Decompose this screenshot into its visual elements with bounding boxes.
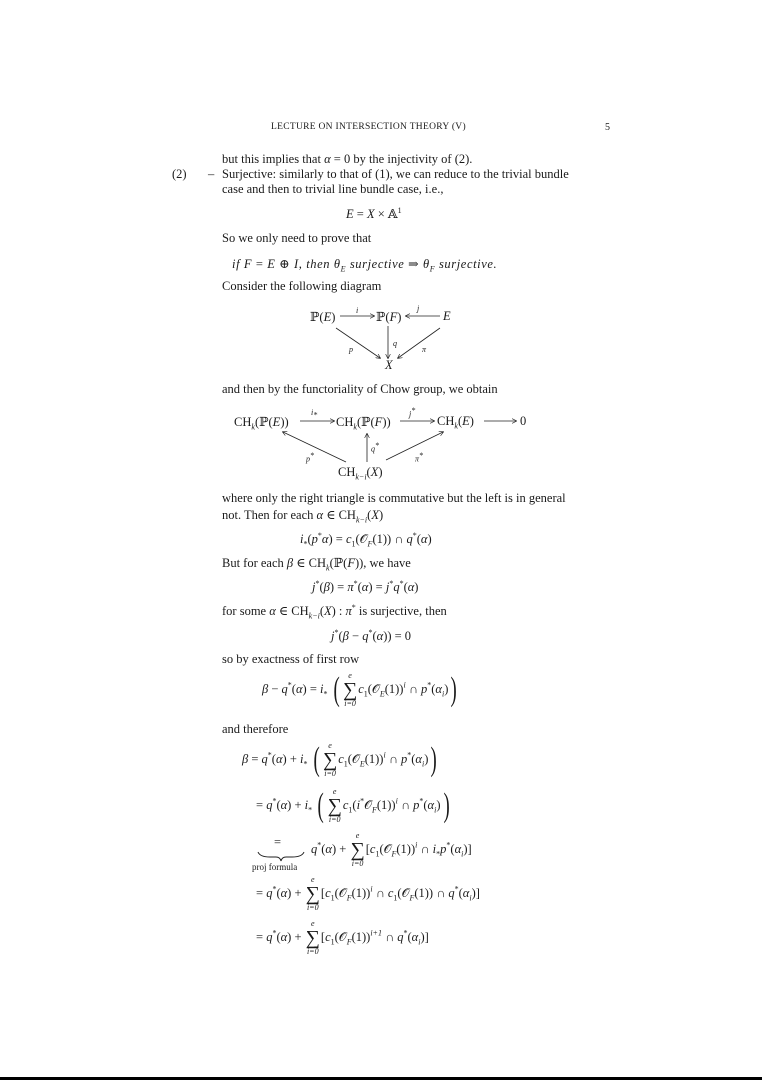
paragraph-line: So we only need to prove that (222, 231, 372, 245)
paragraph-line: Surjective: similarly to that of (1), we can reduce to the trivial bundle (222, 167, 569, 181)
paragraph-line: not. Then for each α ∈ $CH_{k-i}(X)$ (222, 508, 384, 525)
equation-1: $i_*(p^*\alpha)$ = $c_1(𝒪_F(1))$ ∩ q*(α) (300, 531, 432, 549)
item-dash: – (208, 167, 215, 181)
equation-5-line-1: $\beta = q^*(\alpha) + i_*$ ( e ∑ i=0 $c_1(𝒪_E(1))^i$ ∩ $p^*(\alpha_i)$) (242, 741, 438, 778)
underbrace-equals: = (274, 835, 282, 849)
paragraph-line: so by exactness of first row (222, 652, 360, 666)
equation-2: j*(β) = π*(α) = j*q*(α) (312, 579, 419, 595)
equation-E: E = X × 𝔸$^1$ (346, 206, 402, 222)
page-number: 5 (605, 122, 610, 133)
paragraph-line: but this implies that α = 0 by the injectivity of (2). (222, 152, 473, 166)
item-label: (2) (172, 167, 187, 181)
paragraph-line: Consider the following diagram (222, 279, 382, 293)
equation-5-line-5: = q*(α) + e ∑ i=0 [$c_1(𝒪_F(1))^{i+1}$ ∩ $q^*(\alpha_i)$] (256, 919, 429, 956)
equation-5-line-4: = q*(α) + e ∑ i=0 [$c_1(𝒪_F(1))^i$ ∩ $c_1(𝒪_F(1))$ ∩ $q^*(\alpha_i)$] (256, 875, 480, 912)
paragraph-line: But for each β ∈ $CH_k(ℙ(F))$, we have (222, 556, 411, 573)
paragraph-line: for some α ∈ $CH_{k-i}(X)$ : π* is surjective, then (222, 603, 447, 621)
underbrace-label: proj formula (252, 862, 298, 872)
equation-4: $\beta - q^*(\alpha) = i_*$ ( e ∑ i=0 $c_1(𝒪_E(1))^i$ ∩ $p^*(\alpha_i)$) (262, 671, 458, 708)
paragraph-line: and then by the functoriality of Chow group, we obtain (222, 382, 498, 396)
running-title: LECTURE ON INTERSECTION THEORY (V) (271, 122, 466, 132)
claim: if F = E ⊕ I, then $\theta_E$ surjective ⇒ $\theta_F$ surjective. (232, 257, 498, 274)
equation-3: j*(β − q*(α)) = 0 (331, 628, 412, 644)
equation-5-line-3: q*(α) + e ∑ i=0 [$c_1(𝒪_F(1))^i$ ∩ $i_*p^*(\alpha_i)$] (311, 831, 472, 868)
paragraph-line: where only the right triangle is commutative but the left is in general (222, 491, 566, 505)
paragraph-line: case and then to trivial line bundle case, i.e., (222, 182, 444, 196)
paragraph-line: and therefore (222, 722, 289, 736)
equation-5-line-2: = $q^*(\alpha) + i_*$ ( e ∑ i=0 $c_1(i^*𝒪_F(1))^i$ ∩ $p^*(\alpha_i)$) (256, 787, 450, 824)
